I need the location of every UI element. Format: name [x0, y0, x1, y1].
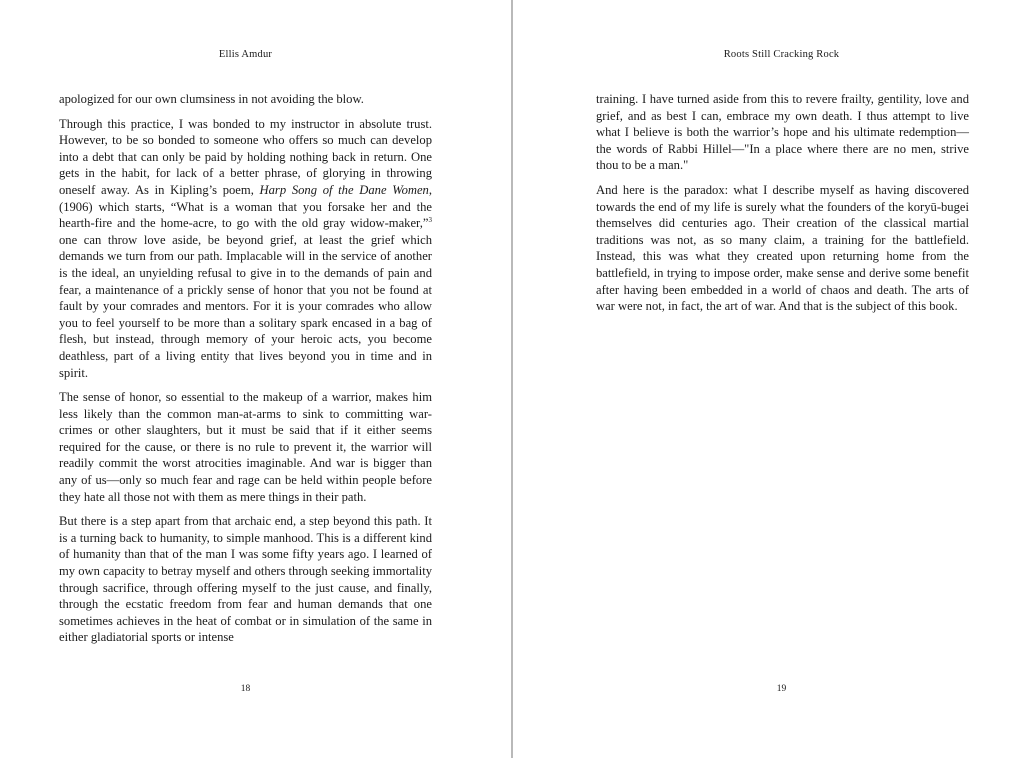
page-number: 18 [240, 684, 251, 694]
paragraph-text: , (1906) which starts, “What is a woman that you forsake her and the hearth-fire and the home-acre, to go with the old gray widow-maker,” [59, 182, 432, 231]
paragraph: And here is the paradox: what I describe myself as having discovered towards the end of my life is surely what the founders of the koryū-bugei themselves did centuries ago. Their creation of the classical martial traditions was not, as so many claim, a training for the battlefield. Instead, this was what they created upon returning home from the battlefield, in trying to impose order, make sense and derive some benefit after having been embedded in a world of chaos and death. The arts of war were not, in fact, the art of war. And that is the subject of this book. [596, 182, 969, 314]
left-page-body [59, 91, 432, 654]
paragraph: apologized for our own clumsiness in not avoiding the blow. [59, 92, 364, 106]
poem-title: Harp Song of the Dane Women [259, 182, 429, 197]
paragraph [59, 116, 432, 382]
paragraph-text: one can throw love aside, be beyond grief, at least the grief which demands we turn from our path. Implacable will in the service of another is the ideal, an unyielding refusal to give in to the demands of pain and fear, a maintenance of a prickly sense of honor that you not be found at fault by your comrades and mentors. For it is your comrades who allow you to feel yourself to be more than a solitary spark encased in a bag of flesh, but instead, through memory of your heroic acts, you become deathless, part of a living entity that lives beyond you in time and in spirit. [59, 232, 432, 380]
page-number: 19 [776, 684, 787, 694]
footnote-marker[interactable]: 3 [428, 216, 432, 225]
running-head-author: Ellis Amdur [218, 49, 273, 60]
paragraph: The sense of honor, so essential to the makeup of a warrior, makes him less likely than the common man-at-arms to sink to committing war-crimes or other slaughters, but it must be said that if it either seems required for the cause, or there is no rule to prevent it, the warrior will readily commit the worst atrocities imaginable. And war is bigger than any of us—only so much fear and rage can be held within people before they hate all those not with them as mere things in their path. [59, 390, 432, 504]
paragraph-text: Through this practice, I was bonded to my instructor in absolute trust. However, to be so bonded to someone who offers so much can develop into a debt that can only be paid by holding nothing back in return. One gets in the habit, for lack of a better phrase, of glorying in throwing oneself away. As in Kipling’s poem, [59, 116, 432, 197]
paragraph: training. I have turned aside from this to revere frailty, gentility, love and grief, and as best I can, embrace my own death. I thus attempt to live what I believe is both the warrior’s hope and his ultimate redemption—the words of Rabbi Hillel—"In a place where there are no men, strive thou to be a man." [596, 92, 969, 173]
right-page [513, 0, 1024, 758]
paragraph: But there is a step apart from that archaic end, a step beyond this path. It is a turning back to humanity, to simple manhood. This is a different kind of humanity than that of the man I was some fifty years ago. I learned of my own capacity to betray myself and others through seeking immortality through sacrifice, through offering myself to the just cause, and finally, through the ecstatic freedom from fear and human demands that one sometimes achieves in the heat of combat or in simulation of the same in either gladiatorial sports or intense [59, 514, 432, 645]
right-page-body [596, 91, 969, 323]
running-head-title: Roots Still Cracking Rock [723, 49, 840, 60]
left-page [0, 0, 511, 758]
